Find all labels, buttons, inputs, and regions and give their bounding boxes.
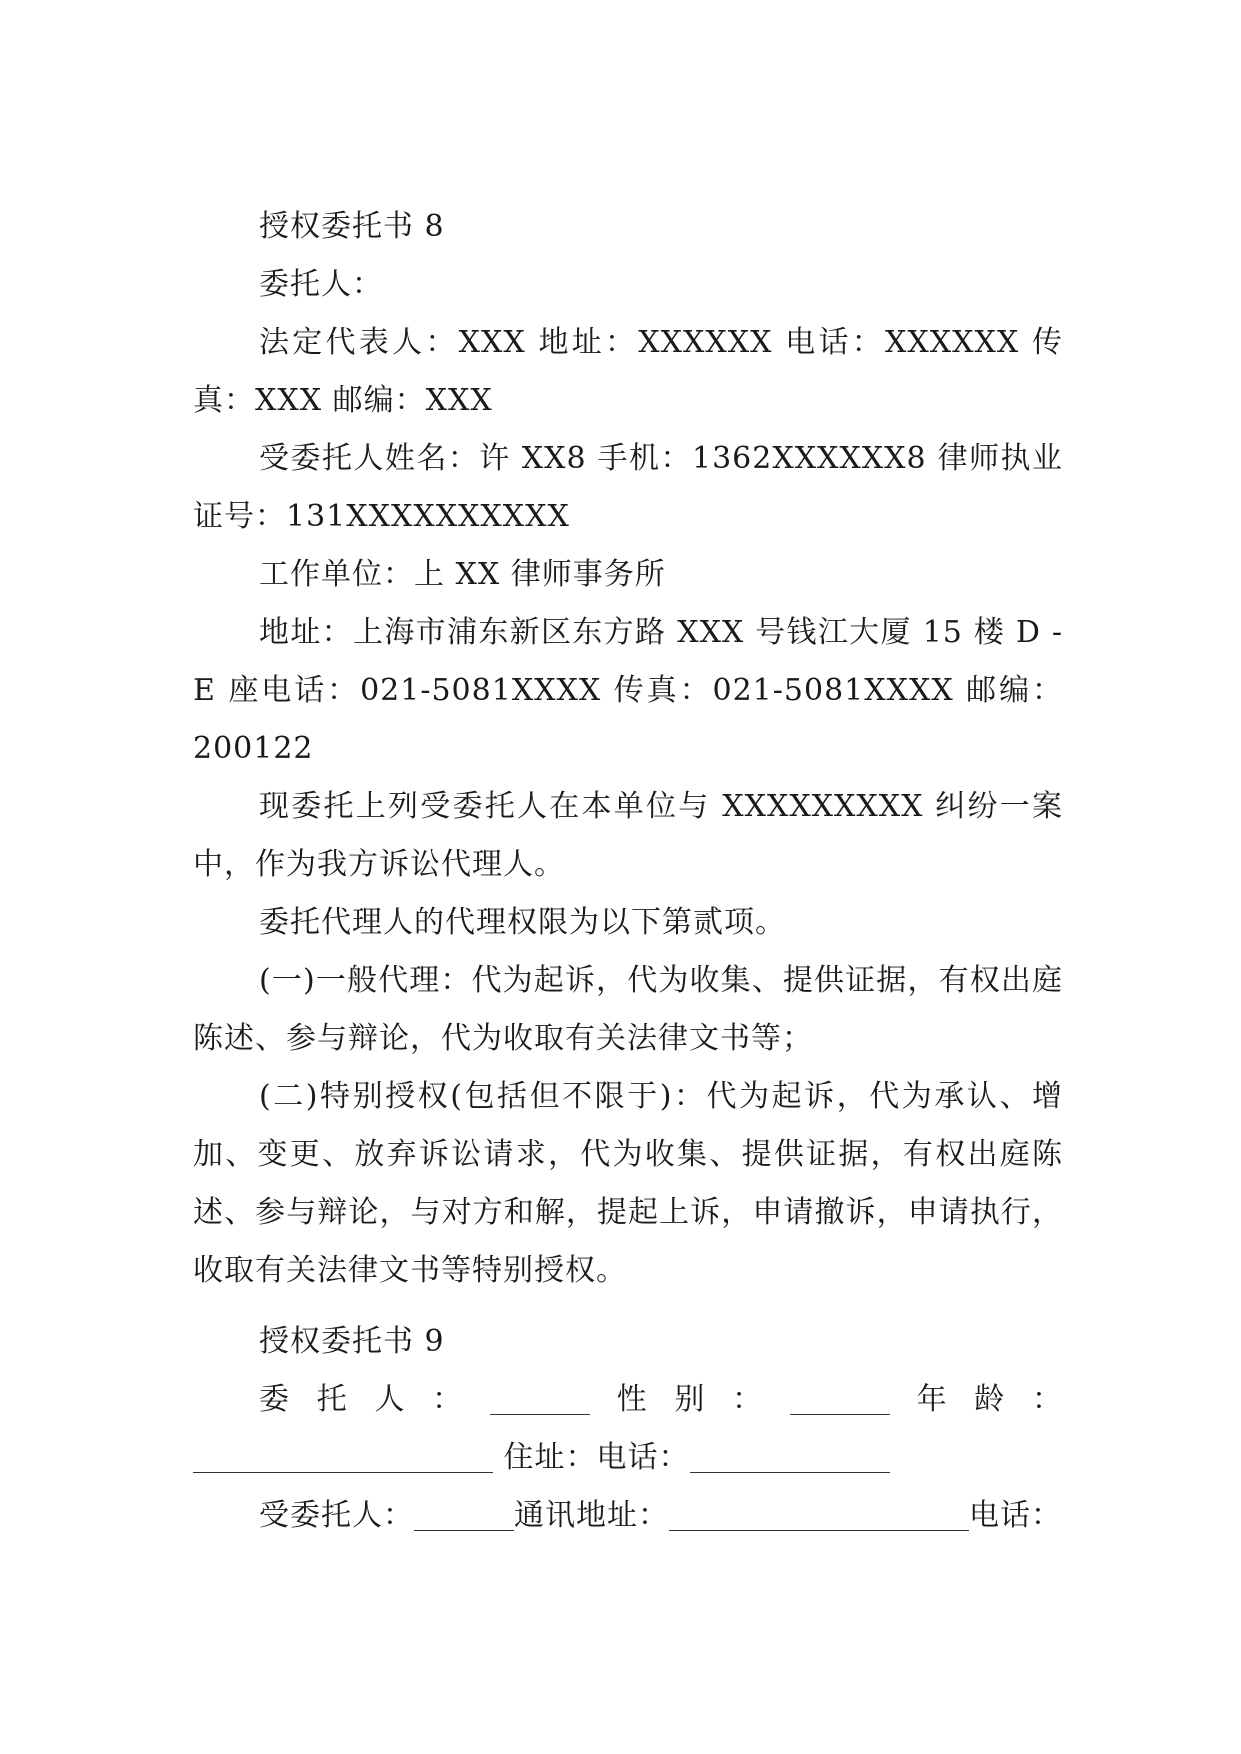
agent-blank[interactable] [414,1500,514,1531]
age-blank[interactable] [193,1442,493,1473]
agent-label: 受委托人： [259,1498,414,1533]
legal-rep-line: 法定代表人：XXX 地址：XXXXXX 电话：XXXXXX 传真：XXX 邮编：XXX [193,325,1063,418]
agent-line: 受委托人姓名：许 XX8 手机：1362XXXXXX8 律师执业证号：131XXXXXXXXXX [193,441,1063,534]
section-9-title: 授权委托书 9 [259,1324,445,1359]
client-line: 委托人： [259,267,383,302]
gender-blank[interactable] [790,1384,890,1415]
section-8 [193,198,1063,1300]
contact-address-blank[interactable] [669,1500,969,1531]
address-phone-label: 住址：电话： [503,1440,690,1475]
authority-line: 委托代理人的代理权限为以下第贰项。 [259,905,786,940]
client-info-line [193,1371,1063,1487]
contact-address-label: 通讯地址： [514,1498,669,1533]
client-label: 委托人： [259,1382,490,1417]
work-unit-line: 工作单位：上 XX 律师事务所 [259,557,666,592]
section-8-title: 授权委托书 8 [259,209,445,244]
phone-blank[interactable] [690,1442,890,1473]
client-blank[interactable] [490,1384,590,1415]
special-agency-paragraph: (二)特别授权(包括但不限于)：代为起诉，代为承认、增加、变更、放弃诉讼请求，代为收集、提供证据，有权出庭陈述、参与辩论，与对方和解，提起上诉，申请撤诉，申请执行，收取有关法律文书等特别授权。 [193,1079,1063,1288]
entrust-line: 现委托上列受委托人在本单位与 XXXXXXXXX 纠纷一案中，作为我方诉讼代理人。 [193,789,1063,882]
address-line: 地址：上海市浦东新区东方路 XXX 号钱江大厦 15 楼 D -E 座电话：021-5081XXXX 传真：021-5081XXXX 邮编：200122 [193,615,1063,766]
section-9 [193,1313,1063,1545]
age-label: 年龄： [889,1382,1064,1417]
phone-label: 电话： [969,1498,1062,1533]
general-agency-paragraph: (一)一般代理：代为起诉，代为收集、提供证据，有权出庭陈述、参与辩论，代为收取有关法律文书等； [193,963,1063,1056]
gender-label: 性别： [589,1382,790,1417]
agent-info-line [193,1487,1063,1545]
